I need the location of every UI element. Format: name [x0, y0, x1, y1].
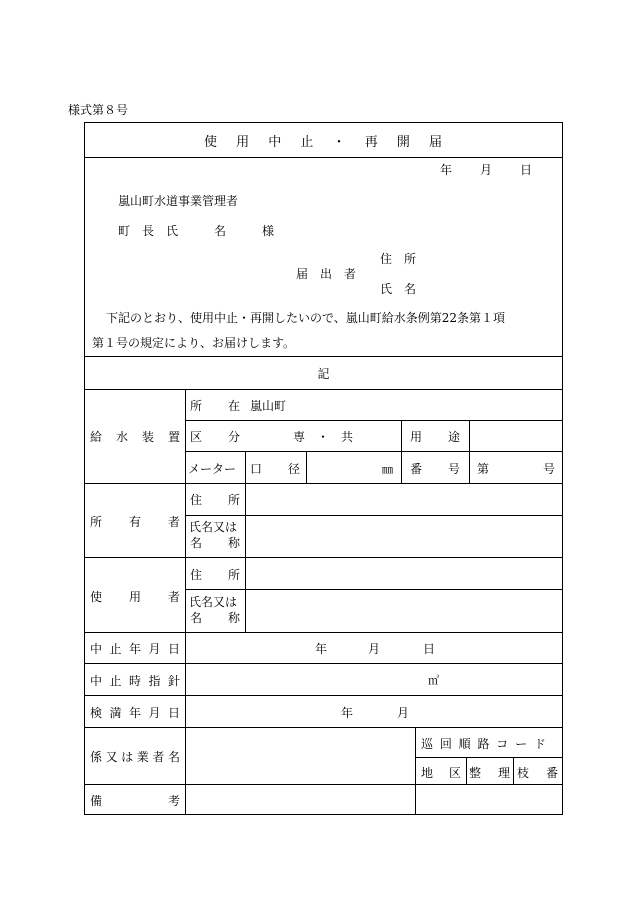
arrange-label: 整 理: [469, 766, 510, 780]
meter-label: メーター: [188, 462, 237, 476]
stop-date-year: 年: [315, 642, 328, 656]
statement-line-1: 下記のとおり、使用中止・再開したいので、嵐山町給水条例第22条第１項: [106, 311, 506, 325]
bore-unit: ㎜: [382, 463, 393, 476]
bore-label: 口 径: [250, 462, 300, 476]
addressee-org: 嵐山町水道事業管理者: [118, 194, 239, 208]
branch-label: 枝 番: [517, 766, 558, 780]
category-label: 区 分: [190, 430, 240, 444]
user-name-label-2: 名 称: [190, 611, 240, 625]
check-date-month: 月: [397, 706, 410, 720]
stop-date-month: 月: [368, 642, 381, 656]
check-date-label: 検 満 年 月 日: [90, 706, 180, 720]
stop-date-day: 日: [423, 642, 436, 656]
statement-line-2: 第１号の規定により、お届けします。: [92, 336, 296, 350]
stop-date-label: 中 止 年 月 日: [90, 642, 180, 656]
category-value: 専 ・ 共: [292, 430, 353, 444]
user-name-label-1: 氏名又は: [189, 595, 238, 609]
device-label: 給 水 装 置: [90, 430, 180, 444]
user-label: 使 用 者: [90, 590, 180, 604]
ki-label: 記: [317, 367, 330, 381]
date-month-label: 月: [480, 163, 493, 177]
addressee-mayor: 町 長 氏 名 様: [118, 224, 275, 238]
number-label: 番 号: [410, 462, 460, 476]
date-day-label: 日: [520, 163, 533, 177]
location-value: 嵐山町: [250, 399, 287, 413]
form-title: 使 用 中 止 ・ 再 開 届: [204, 135, 443, 150]
staff-label: 係 又 は 業 者 名: [90, 750, 180, 764]
notifier-address-label: 住 所: [380, 252, 417, 266]
check-date-year: 年: [341, 706, 354, 720]
user-address-label: 住 所: [190, 568, 240, 582]
location-label: 所 在: [190, 399, 240, 413]
owner-name-label-2: 名 称: [190, 536, 240, 550]
form-number: 様式第８号: [68, 103, 129, 117]
stop-reading-unit: ㎥: [428, 674, 439, 687]
stop-reading-label: 中 止 時 指 針: [90, 674, 180, 688]
owner-label: 所 有 者: [90, 515, 180, 529]
use-label: 用 途: [410, 430, 460, 444]
date-year-label: 年: [440, 163, 453, 177]
district-label: 地 区: [421, 766, 461, 780]
number-suffix: 号: [543, 462, 556, 476]
notifier-label: 届 出 者: [296, 267, 357, 281]
notifier-name-label: 氏 名: [380, 282, 417, 296]
owner-address-label: 住 所: [190, 493, 240, 507]
route-code-label: 巡 回 順 路 コ ー ド: [421, 737, 546, 751]
number-prefix: 第: [477, 462, 490, 476]
remarks-label: 備 考: [90, 794, 180, 808]
owner-name-label-1: 氏名又は: [189, 520, 238, 534]
